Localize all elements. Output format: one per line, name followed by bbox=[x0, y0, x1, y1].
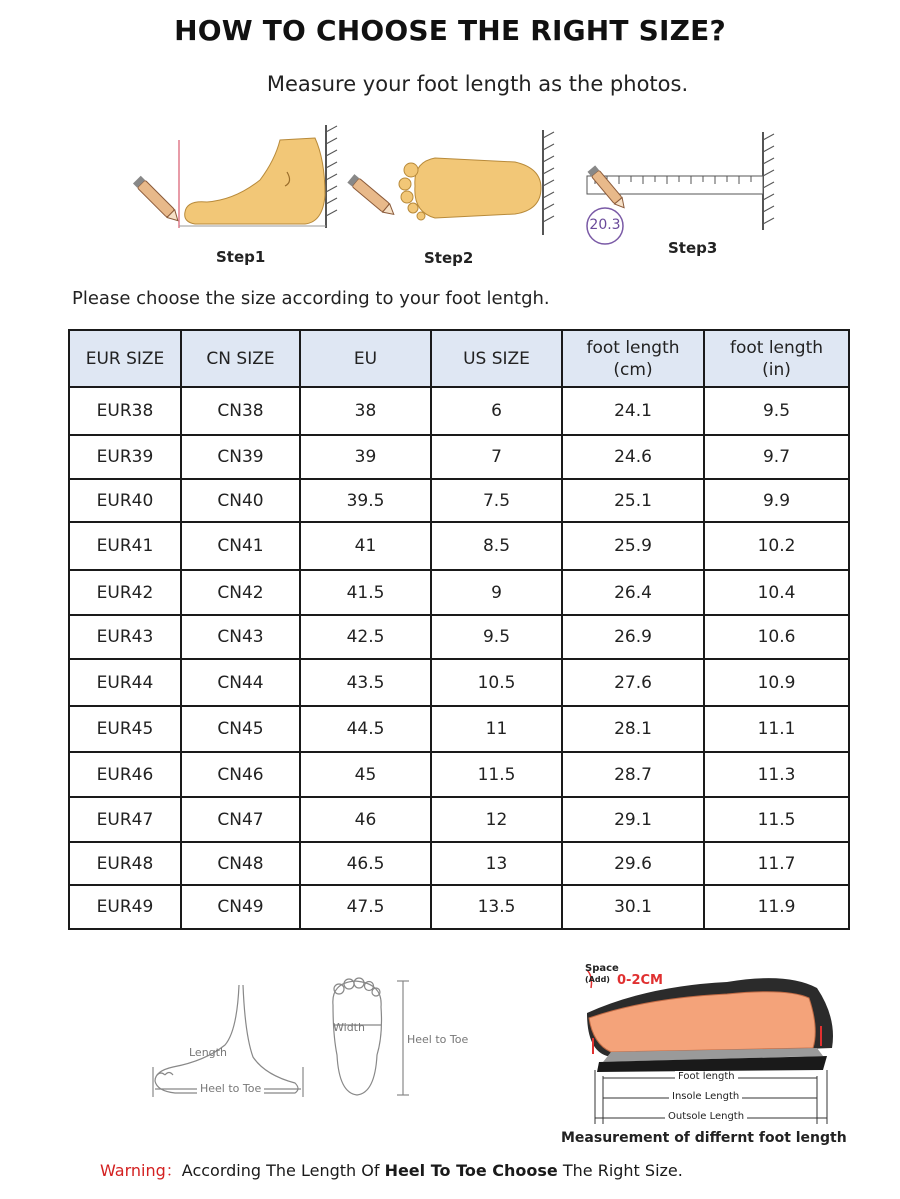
table-row bbox=[69, 615, 849, 659]
table-cell: 9.5 bbox=[431, 615, 562, 659]
warning-note: Warning：According The Length Of Heel To Toe Choose The Right Size. bbox=[100, 1161, 683, 1180]
table-cell: 11.5 bbox=[431, 752, 562, 797]
table-cell: CN43 bbox=[181, 615, 300, 659]
table-cell: 7 bbox=[431, 435, 562, 479]
table-cell: 25.9 bbox=[562, 522, 704, 570]
table-cell: CN38 bbox=[181, 387, 300, 435]
step3-label: Step3 bbox=[668, 239, 718, 257]
table-cell: 11.5 bbox=[704, 797, 849, 842]
step2-foot-top-icon bbox=[347, 130, 554, 235]
table-cell: CN47 bbox=[181, 797, 300, 842]
table-header-row bbox=[69, 330, 849, 387]
page-title: HOW TO CHOOSE THE RIGHT SIZE? bbox=[174, 14, 726, 47]
table-cell: EUR39 bbox=[69, 435, 181, 479]
table-row bbox=[69, 435, 849, 479]
width-label: Width bbox=[333, 1021, 365, 1034]
header-foot-length-in: foot length (in) bbox=[704, 330, 849, 387]
header-foot-length-cm: foot length (cm) bbox=[562, 330, 704, 387]
size-chart-table bbox=[68, 329, 850, 930]
table-cell: 41 bbox=[300, 522, 431, 570]
table-cell: 11.7 bbox=[704, 842, 849, 885]
header-cn-size: CN SIZE bbox=[181, 330, 300, 387]
table-cell: 25.1 bbox=[562, 479, 704, 522]
table-cell: 46 bbox=[300, 797, 431, 842]
table-row bbox=[69, 659, 849, 706]
table-cell: EUR45 bbox=[69, 706, 181, 752]
table-row bbox=[69, 752, 849, 797]
table-cell: 10.4 bbox=[704, 570, 849, 615]
table-row bbox=[69, 522, 849, 570]
shoe-length-diagram bbox=[527, 958, 877, 1153]
diagram-caption: Measurement of differnt foot length bbox=[561, 1130, 847, 1146]
table-cell: CN46 bbox=[181, 752, 300, 797]
table-cell: EUR49 bbox=[69, 885, 181, 929]
table-cell: 26.9 bbox=[562, 615, 704, 659]
table-cell: 39.5 bbox=[300, 479, 431, 522]
header-us-size: US SIZE bbox=[431, 330, 562, 387]
table-cell: 10.6 bbox=[704, 615, 849, 659]
table-cell: 38 bbox=[300, 387, 431, 435]
space-value: 0-2CM bbox=[617, 973, 663, 988]
table-cell: 44.5 bbox=[300, 706, 431, 752]
header-eu: EU bbox=[300, 330, 431, 387]
table-cell: 29.6 bbox=[562, 842, 704, 885]
table-cell: 11.1 bbox=[704, 706, 849, 752]
table-cell: 29.1 bbox=[562, 797, 704, 842]
space-label: Space bbox=[585, 963, 619, 974]
table-cell: 42.5 bbox=[300, 615, 431, 659]
table-cell: EUR44 bbox=[69, 659, 181, 706]
table-cell: 13 bbox=[431, 842, 562, 885]
table-row bbox=[69, 885, 849, 929]
insole-length-label: Insole Length bbox=[669, 1091, 742, 1102]
length-label: Length bbox=[189, 1046, 227, 1059]
table-cell: CN41 bbox=[181, 522, 300, 570]
table-cell: 11 bbox=[431, 706, 562, 752]
table-cell: 27.6 bbox=[562, 659, 704, 706]
table-cell: EUR38 bbox=[69, 387, 181, 435]
table-cell: EUR47 bbox=[69, 797, 181, 842]
step1-foot-side-icon bbox=[133, 125, 337, 228]
table-cell: EUR48 bbox=[69, 842, 181, 885]
table-cell: 10.2 bbox=[704, 522, 849, 570]
table-cell: 10.5 bbox=[431, 659, 562, 706]
table-row bbox=[69, 387, 849, 435]
table-cell: 24.1 bbox=[562, 387, 704, 435]
table-row bbox=[69, 479, 849, 522]
heel-to-toe-vertical-label: Heel to Toe bbox=[407, 1033, 469, 1046]
table-cell: 9.7 bbox=[704, 435, 849, 479]
table-cell: 46.5 bbox=[300, 842, 431, 885]
table-cell: 45 bbox=[300, 752, 431, 797]
table-cell: 11.9 bbox=[704, 885, 849, 929]
table-cell: EUR46 bbox=[69, 752, 181, 797]
table-cell: CN42 bbox=[181, 570, 300, 615]
table-cell: 11.3 bbox=[704, 752, 849, 797]
table-cell: CN44 bbox=[181, 659, 300, 706]
table-cell: CN40 bbox=[181, 479, 300, 522]
table-cell: CN49 bbox=[181, 885, 300, 929]
table-cell: CN48 bbox=[181, 842, 300, 885]
table-row bbox=[69, 842, 849, 885]
table-cell: EUR42 bbox=[69, 570, 181, 615]
foot-measure-diagram bbox=[145, 975, 490, 1110]
table-cell: 13.5 bbox=[431, 885, 562, 929]
table-cell: EUR41 bbox=[69, 522, 181, 570]
table-cell: EUR43 bbox=[69, 615, 181, 659]
table-cell: EUR40 bbox=[69, 479, 181, 522]
shoe-cross-section-illustration bbox=[527, 958, 877, 1153]
step2-label: Step2 bbox=[424, 249, 474, 267]
table-cell: 7.5 bbox=[431, 479, 562, 522]
table-cell: CN45 bbox=[181, 706, 300, 752]
table-cell: 47.5 bbox=[300, 885, 431, 929]
table-cell: 8.5 bbox=[431, 522, 562, 570]
table-cell: CN39 bbox=[181, 435, 300, 479]
outsole-length-label: Outsole Length bbox=[665, 1111, 747, 1122]
warning-label: Warning： bbox=[100, 1161, 182, 1180]
table-cell: 9.5 bbox=[704, 387, 849, 435]
table-cell: 9.9 bbox=[704, 479, 849, 522]
header-eur-size: EUR SIZE bbox=[69, 330, 181, 387]
table-cell: 30.1 bbox=[562, 885, 704, 929]
size-instruction: Please choose the size according to your foot lentgh. bbox=[72, 288, 550, 309]
table-cell: 41.5 bbox=[300, 570, 431, 615]
table-cell: 12 bbox=[431, 797, 562, 842]
page-subtitle: Measure your foot length as the photos. bbox=[266, 72, 689, 96]
add-label: (Add) bbox=[585, 975, 610, 984]
table-cell: 24.6 bbox=[562, 435, 704, 479]
step3-measure-value: 20.3 bbox=[589, 217, 621, 233]
table-cell: 39 bbox=[300, 435, 431, 479]
table-cell: 6 bbox=[431, 387, 562, 435]
foot-length-label: Foot length bbox=[675, 1071, 738, 1082]
table-cell: 26.4 bbox=[562, 570, 704, 615]
heel-to-toe-label: Heel to Toe bbox=[197, 1082, 264, 1095]
measurement-steps bbox=[115, 100, 795, 280]
table-row bbox=[69, 570, 849, 615]
table-cell: 9 bbox=[431, 570, 562, 615]
table-cell: 43.5 bbox=[300, 659, 431, 706]
table-cell: 10.9 bbox=[704, 659, 849, 706]
table-row bbox=[69, 797, 849, 842]
table-row bbox=[69, 706, 849, 752]
step1-label: Step1 bbox=[216, 248, 266, 266]
table-cell: 28.7 bbox=[562, 752, 704, 797]
table-cell: 28.1 bbox=[562, 706, 704, 752]
